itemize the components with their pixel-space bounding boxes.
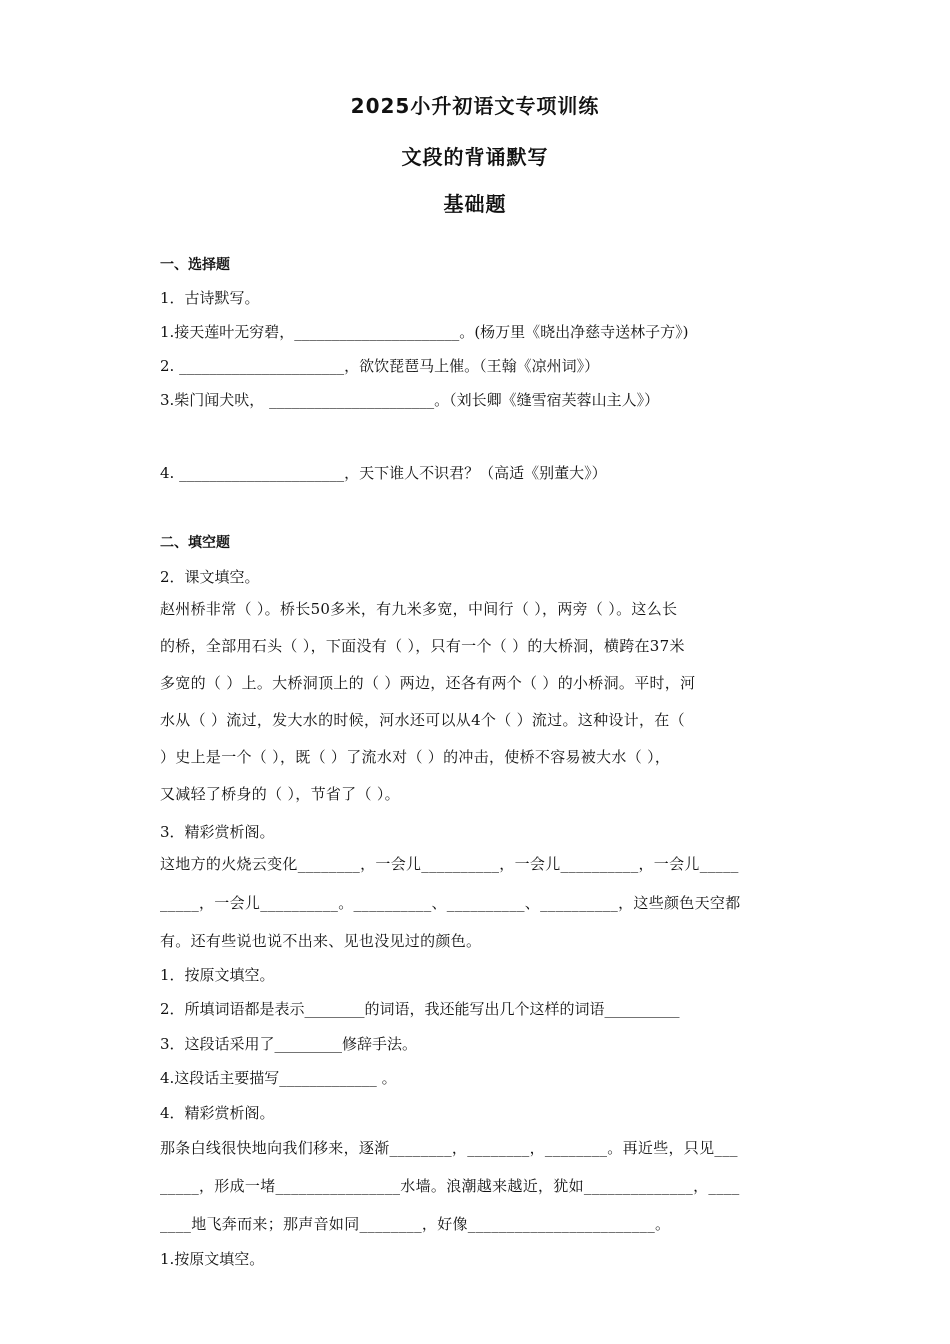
passage-line: 有。还有些说也说不出来、见也没见过的颜色。 [160, 932, 482, 950]
passage-line: 赵州桥非常（ ）。桥长50多米，有九米多宽，中间行（ ），两旁（ ）。这么长 [160, 600, 678, 618]
question-4-label: 4．精彩赏析阁。 [160, 1104, 275, 1122]
question-3-sub-1: 1．按原文填空。 [160, 966, 275, 984]
passage-line: 又减轻了桥身的（ ），节省了（ ）。 [160, 785, 400, 803]
passage-line: 的桥，全部用石头（ ），下面没有（ ），只有一个（ ）的大桥洞，横跨在37米 [160, 637, 685, 655]
section-heading-choice: 一、选择题 [160, 257, 230, 273]
question-1-label: 1．古诗默写。 [160, 289, 260, 307]
question-3-passage [160, 845, 792, 961]
passage-line: _____，形成一堵________________水墙。浪潮越来越近，犹如______________，____ [160, 1177, 740, 1195]
subtitle: 文段的背诵默写 [401, 145, 549, 169]
passage-line: ）史上是一个（ ），既（ ）了流水对（ ）的冲击，使桥不容易被大水（ ）， [160, 748, 671, 766]
difficulty-title: 基础题 [443, 192, 507, 216]
question-3-label: 3．精彩赏析阁。 [160, 823, 275, 841]
question-4-sub-1: 1.按原文填空。 [160, 1250, 265, 1268]
question-3-sub-3: 3．这段话采用了_________修辞手法。 [160, 1035, 418, 1053]
poem-item-2: 2. ______________________，欲饮琵琶马上催。（王翰《凉州词》） [160, 357, 600, 375]
passage-line: 多宽的（ ）上。大桥洞顶上的（ ）两边，还各有两个（ ）的小桥洞。平时，河 [160, 674, 696, 692]
passage-line: 水从（ ）流过，发大水的时候，河水还可以从4个（ ）流过。这种设计，在（ [160, 711, 685, 729]
passage-line: 那条白线很快地向我们移来，逐渐________，________，________。再近些，只见___ [160, 1139, 738, 1157]
passage-line: 这地方的火烧云变化________，一会儿__________，一会儿__________，一会儿_____ [160, 855, 739, 873]
poem-item-1: 1.接天莲叶无穷碧，______________________。(杨万里《晓出净慈寺送林子方》) [160, 323, 689, 341]
question-3-sub-2: 2．所填词语都是表示________的词语，我还能写出几个这样的词语__________ [160, 1000, 680, 1018]
poem-item-3: 3.柴门闻犬吠， ______________________。（刘长卿《缝雪宿芙蓉山主人》） [160, 391, 660, 409]
question-2-label: 2．课文填空。 [160, 568, 260, 586]
question-3-sub-4: 4.这段话主要描写_____________ 。 [160, 1069, 397, 1087]
passage-line: _____，一会儿__________。__________、__________、__________，这些颜色天空都 [160, 893, 741, 912]
question-4-passage [160, 1129, 792, 1243]
section-heading-fill: 二、填空题 [160, 535, 230, 551]
main-title: 2025小升初语文专项训练 [350, 94, 600, 118]
poem-item-4: 4. ______________________，天下谁人不识君？（高适《别董大》） [160, 464, 607, 482]
question-2-passage [160, 591, 792, 813]
passage-line: ____地飞奔而来；那声音如同________，好像________________________。 [160, 1215, 671, 1233]
